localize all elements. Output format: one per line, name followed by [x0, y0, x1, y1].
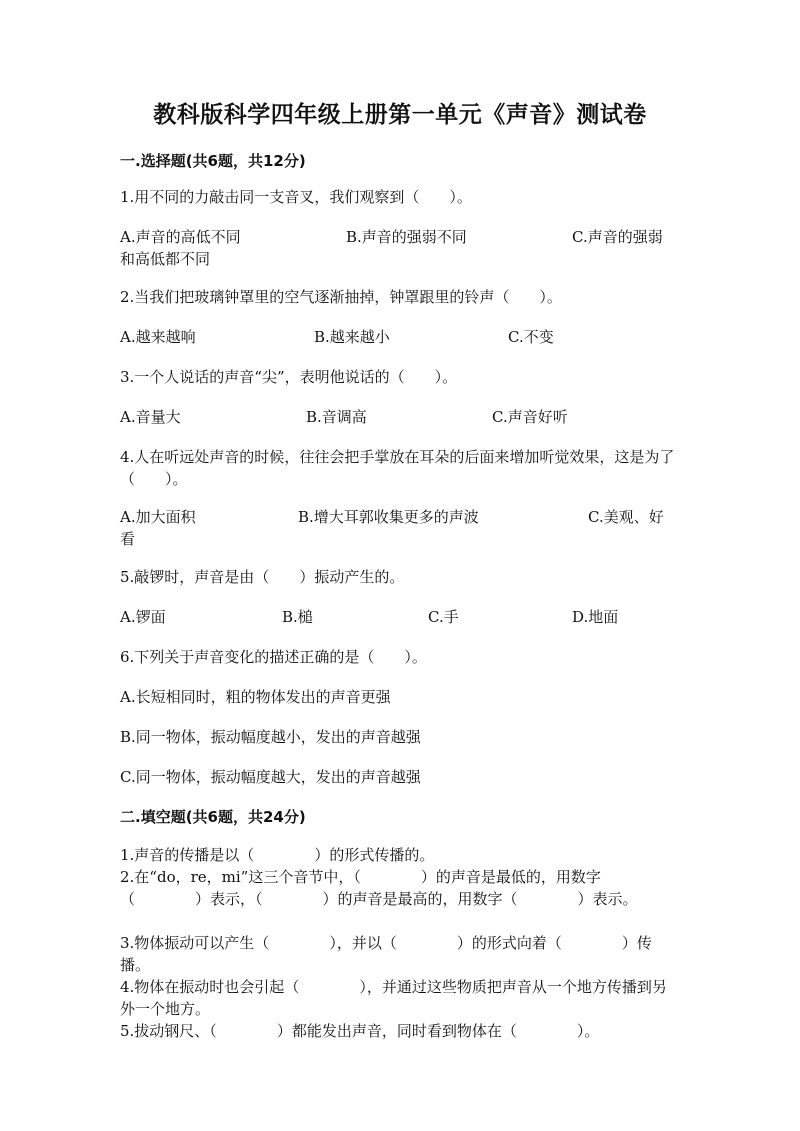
question-1-option-c-continued: 和高低都不同 — [120, 250, 211, 268]
question-1-stem: 1.用不同的力敲击同一支音叉，我们观察到（ ）。 — [120, 188, 472, 206]
question-2-option-c: C.不变 — [508, 328, 554, 346]
question-3-option-c: C.声音好听 — [492, 408, 568, 426]
question-1-option-c: C.声音的强弱 — [572, 228, 663, 246]
section-heading-choice: 一.选择题(共6题，共12分) — [120, 152, 306, 170]
question-2-stem: 2.当我们把玻璃钟罩里的空气逐渐抽掉，钟罩跟里的铃声（ ）。 — [120, 288, 562, 306]
question-3-option-a: A.音量大 — [120, 408, 181, 426]
question-4-option-c-continued: 看 — [120, 530, 136, 548]
question-1-option-b: B.声音的强弱不同 — [346, 228, 467, 246]
question-4-stem: 4.人在听远处声音的时候，往往会把手掌放在耳朵的后面来增加听觉效果，这是为了（ ）。 — [120, 448, 675, 488]
fill-item-5: 5.拔动钢尺、（ ）都能发出声音，同时看到物体在（ ）。 — [120, 1022, 600, 1040]
question-3-stem: 3.一个人说话的声音“尖”，表明他说话的（ ）。 — [120, 368, 458, 386]
fill-item-3: 3.物体振动可以产生（ ），并以（ ）的形式向着（ ）传播。 — [120, 934, 652, 974]
question-6-option-b: B.同一物体，振动幅度越小，发出的声音越强 — [120, 728, 421, 746]
question-3-option-b: B.音调高 — [306, 408, 367, 426]
question-4-option-c: C.美观、好 — [588, 508, 664, 526]
question-2-option-b: B.越来越小 — [314, 328, 390, 346]
section-heading-fill: 二.填空题(共6题，共24分) — [120, 808, 306, 826]
question-2-option-a: A.越来越响 — [120, 328, 196, 346]
exam-title: 教科版科学四年级上册第一单元《声音》测试卷 — [153, 102, 647, 128]
question-5-stem: 5.敲锣时，声音是由（ ）振动产生的。 — [120, 568, 405, 586]
question-5-option-d: D.地面 — [572, 608, 619, 626]
question-6-option-c: C.同一物体，振动幅度越大，发出的声音越强 — [120, 768, 421, 786]
question-6-stem: 6.下列关于声音变化的描述正确的是（ ）。 — [120, 648, 427, 666]
question-5-option-c: C.手 — [428, 608, 459, 626]
question-5-option-b: B.槌 — [282, 608, 313, 626]
fill-item-2: 2.在“do，re，mi”这三个音节中，（ ）的声音是最低的，用数字（ ）表示，（ ）的声音是最高的，用数字（ ）表示。 — [120, 868, 638, 908]
question-4-option-a: A.加大面积 — [120, 508, 196, 526]
question-5-option-a: A.锣面 — [120, 608, 166, 626]
question-4-option-b: B.增大耳郭收集更多的声波 — [298, 508, 479, 526]
fill-item-4: 4.物体在振动时也会引起（ ），并通过这些物质把声音从一个地方传播到另外一个地方。 — [120, 978, 667, 1018]
question-1-option-a: A.声音的高低不同 — [120, 228, 241, 246]
fill-item-1: 1.声音的传播是以（ ）的形式传播的。 — [120, 846, 435, 864]
question-6-option-a: A.长短相同时，粗的物体发出的声音更强 — [120, 688, 391, 706]
